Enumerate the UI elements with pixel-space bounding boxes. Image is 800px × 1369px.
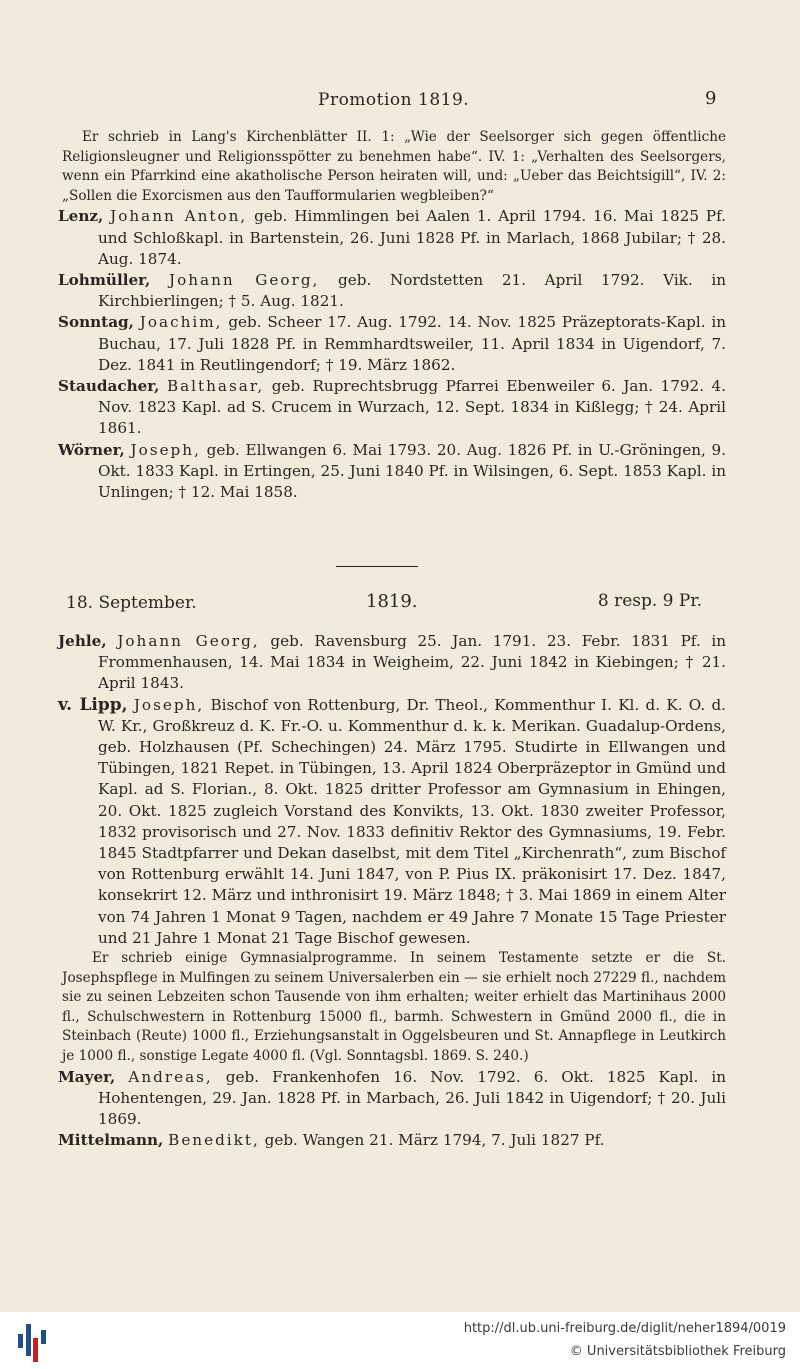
top-entries bbox=[58, 128, 726, 503]
copyright-notice: © Universitätsbibliothek Freiburg bbox=[569, 1344, 786, 1359]
section-date: 18. September. bbox=[66, 593, 197, 613]
entry-staudacher: Staudacher, Balthasar, geb. Ruprechtsbrugg Pfarrei Ebenweiler 6. Jan. 1792. 4. Nov. 1823 Kapl. ad S. Crucem in Wurzach, 12. Sept. 1834 in Kißlegg; † 24. April 1861. bbox=[58, 377, 727, 438]
entry-sonntag: Sonntag, Joachim, geb. Scheer 17. Aug. 1792. 14. Nov. 1825 Präzeptorats-Kapl. in Buchau, 17. Juli 1828 Pf. in Remmhardtsweiler, 11. April 1834 in Uigendorf, 7. Dez. 1841 in Reutlingendorf; † 19. März 1862. bbox=[58, 313, 727, 374]
entry-mittelmann: Mittelmann, Benedikt, geb. Wangen 21. März 1794, 7. Juli 1827 Pf. bbox=[58, 1131, 605, 1150]
entry-lipp: v. Lipp, Joseph, Bischof von Rottenburg, Dr. Theol., Kommenthur I. Kl. d. K. O. d. W. Kr., Großkreuz d. K. Fr.-O. u. Kommenthur d. k. k. Merikan. Guadalup-Ordens, geb. Holzhausen (Pf. Schechingen) 24. März 1795. Studirte in Ellwangen und Tübingen, 1821 Repet. in Tübingen, 13. April 1824 Oberpräzeptor in Gmünd und Kapl. ad S. Florian., 8. Okt. 1825 dritter Professor am Gymnasium in Ehingen, 20. Okt. 1825 zugleich Vorstand des Konvikts, 13. Okt. 1830 zweiter Professor, 1832 provisorisch und 27. Nov. 1833 definitiv Rektor des Gymnasiums, 19. Febr. 1845 Stadtpfarrer und Dekan daselbst, mit dem Titel „Kirchenrath“, zum Bischof von Rottenburg erwählt 14. Juni 1847, von P. Pius IX. präkonisirt 17. Dez. 1847, konsekrirt 12. März und inthronisirt 19. März 1848; † 3. Mai 1869 in einem Alter von 74 Jahren 1 Monat 9 Tagen, nachdem er 49 Jahre 7 Monate 15 Tage Priester und 21 Jahre 1 Monat 21 Tage Bischof gewesen. bbox=[58, 694, 727, 947]
footer-bar bbox=[0, 1312, 800, 1369]
entry-jehle: Jehle, Johann Georg, geb. Ravensburg 25. Jan. 1791. 23. Febr. 1831 Pf. in Frommenhausen, 14. Mai 1834 in Weigheim, 22. Juni 1842 in Kiebingen; † 21. April 1843. bbox=[58, 632, 727, 693]
entry-mayer: Mayer, Andreas, geb. Frankenhofen 16. Nov. 1792. 6. Okt. 1825 Kapl. in Hohentengen, 29. Jan. 1828 Pf. in Marbach, 26. Juli 1842 in Uigendorf; † 20. Juli 1869. bbox=[58, 1067, 727, 1129]
lipp-note: Er schrieb einige Gymnasialprogramme. In seinem Testamente setzte er die St. Josephspflege in Mulfingen zu seinem Universalerben ein — sie erhielt noch 27229 fl., nachdem sie zu seinen Lebzeiten schon Tausende von ihm erhalten; weiter erhielt das Martinihaus 2000 fl., Schulschwestern in Rottenburg 15000 fl., barmh. Schwestern in Gmünd 2000 fl., die in Steinbach (Reute) 1000 fl., Erziehungsanstalt in Oggelsbeuren und St. Annapflege in Leutkirch je 1000 fl., sonstige Legate 4000 fl. (Vgl. Sonntagsbl. 1869. S. 240.) bbox=[62, 950, 726, 1065]
entry-lohmueller: Lohmüller, Johann Georg, geb. Nordstetten 21. April 1792. Vik. in Kirchbierlingen; † 5. Aug. 1821. bbox=[58, 270, 726, 311]
entry-woerner: Wörner, Joseph, geb. Ellwangen 6. Mai 1793. 20. Aug. 1826 Pf. in U.-Gröningen, 9. Okt. 1833 Kapl. in Ertingen, 25. Juni 1840 Pf. in Wilsingen, 6. Sept. 1853 Kapl. in Unlingen; † 12. Mai 1858. bbox=[58, 440, 727, 502]
running-title: Promotion 1819. bbox=[318, 90, 470, 110]
page-number: 9 bbox=[705, 88, 717, 109]
bottom-entries bbox=[58, 631, 726, 1151]
section-count: 8 resp. 9 Pr. bbox=[597, 591, 702, 611]
section-divider bbox=[336, 566, 418, 567]
section-year: 1819. bbox=[366, 591, 418, 612]
section-heading bbox=[66, 591, 702, 619]
ub-freiburg-logo-icon bbox=[16, 1320, 52, 1362]
entry-lenz: Lenz, Johann Anton, geb. Himmlingen bei Aalen 1. April 1794. 16. Mai 1825 Pf. und Schloßkapl. in Bartenstein, 26. Juni 1828 Pf. in Marlach, 1868 Jubilar; † 28. Aug. 1874. bbox=[58, 207, 726, 268]
page-header bbox=[0, 88, 800, 112]
lang-note: Er schrieb in Lang's Kirchenblätter II. 1: „Wie der Seelsorger sich gegen öffentliche Religionsleugner und Religionsspötter zu benehmen habe“. IV. 1: „Verhalten des Seelsorgers, wenn ein Pfarrkind eine akatholische Person heiraten will, und: „Ueber das Beichtsigill“, IV. 2: „Sollen die Exorcismen aus den Taufformularien wegbleiben?“ bbox=[62, 129, 726, 204]
permalink-link[interactable]: http://dl.ub.uni-freiburg.de/diglit/neher1894/0019 bbox=[463, 1321, 786, 1336]
